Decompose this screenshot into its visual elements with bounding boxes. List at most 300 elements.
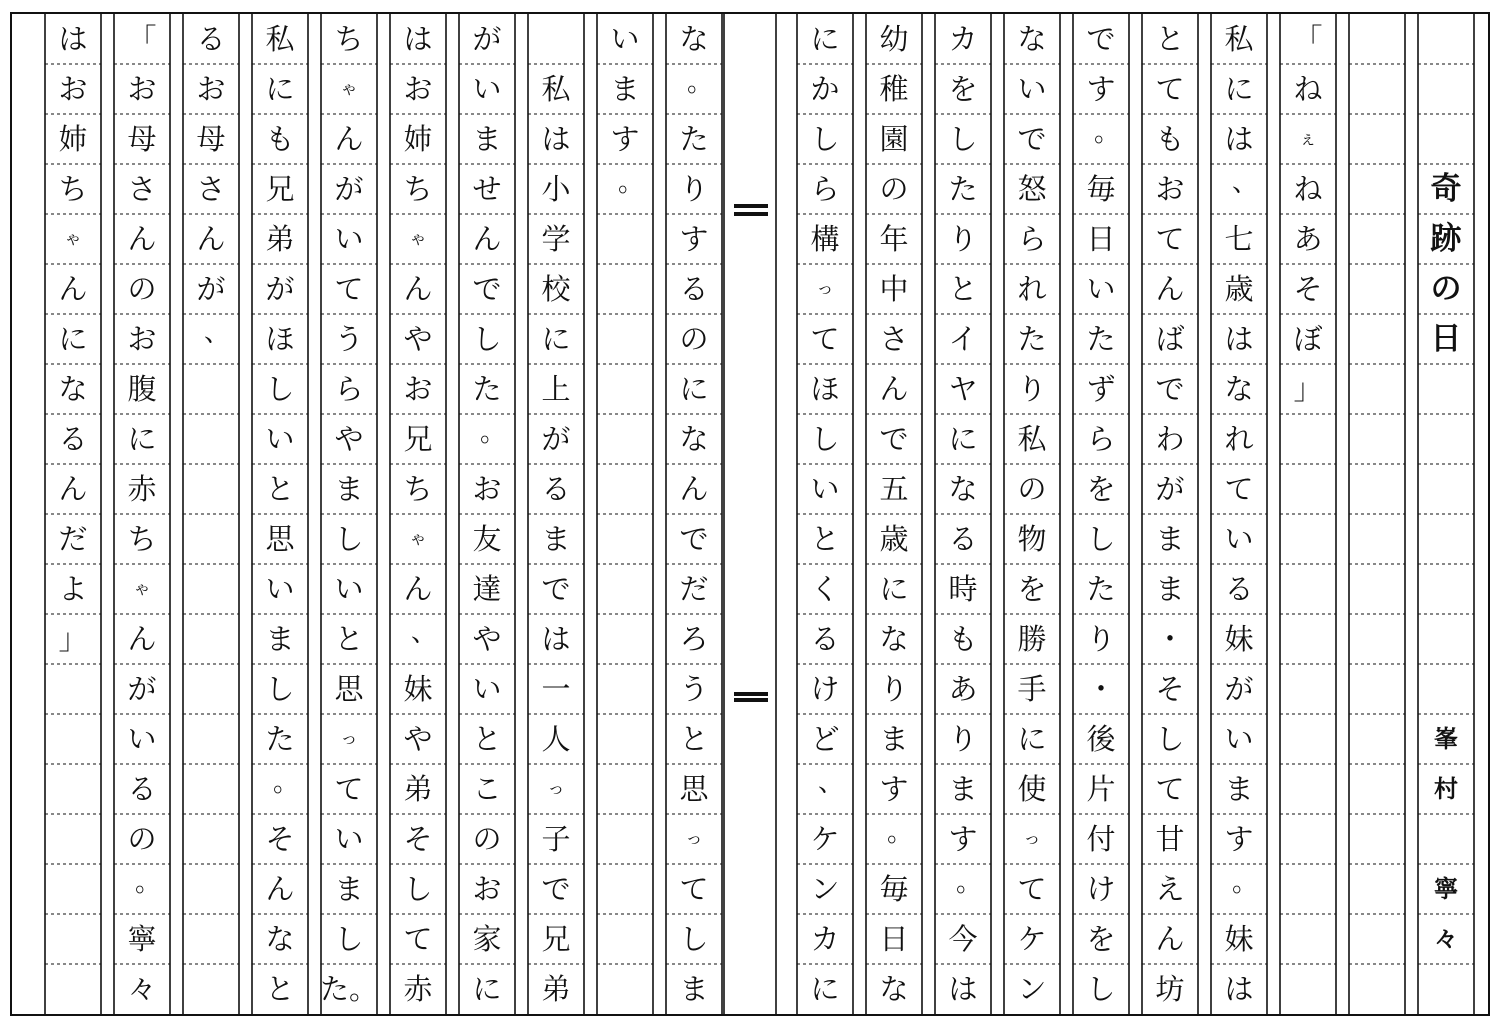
manuscript-char: 。 <box>955 868 982 898</box>
manuscript-char: ん <box>58 471 88 506</box>
manuscript-char: ん <box>1155 921 1185 956</box>
manuscript-char: ま <box>1155 521 1185 556</box>
manuscript-char: で <box>1086 21 1116 56</box>
manuscript-char: カ <box>948 21 978 56</box>
manuscript-char: ン <box>1017 971 1047 1006</box>
manuscript-char: ぼ <box>1293 321 1323 356</box>
manuscript-char: ゃ <box>409 228 427 249</box>
manuscript-char: ち <box>334 21 364 56</box>
manuscript-char: る <box>810 621 840 656</box>
manuscript-char: 後 <box>1086 721 1116 756</box>
manuscript-char: 腹 <box>127 371 157 406</box>
manuscript-char: 赤 <box>127 471 157 506</box>
manuscript-char: れ <box>1224 421 1254 456</box>
author-char: 々 <box>1434 925 1458 953</box>
manuscript-char: よ <box>58 571 88 606</box>
manuscript-char: 。 <box>686 68 713 98</box>
manuscript-char: 、 <box>410 618 437 648</box>
manuscript-char: 私 <box>265 21 295 56</box>
manuscript-char: 。 <box>1231 868 1258 898</box>
manuscript-char: な <box>58 371 88 406</box>
manuscript-char: ケ <box>1017 921 1047 956</box>
manuscript-char: に <box>127 421 157 456</box>
manuscript-char: が <box>1224 671 1254 706</box>
manuscript-char: ん <box>1155 271 1185 306</box>
manuscript-char: が <box>196 271 226 306</box>
manuscript-char: の <box>879 171 909 206</box>
manuscript-char: て <box>1224 471 1254 506</box>
manuscript-char: も <box>1155 121 1185 156</box>
manuscript-char: ん <box>679 471 709 506</box>
manuscript-char: ら <box>810 171 840 206</box>
manuscript-char: り <box>679 171 709 206</box>
manuscript-char: し <box>1086 971 1116 1006</box>
manuscript-char: 、 <box>817 768 844 798</box>
manuscript-char: を <box>1017 571 1047 606</box>
manuscript-char: 。 <box>886 818 913 848</box>
manuscript-char: 妹 <box>1224 621 1254 656</box>
manuscript-char: い <box>334 571 364 606</box>
manuscript-char: 年 <box>879 221 909 256</box>
manuscript-char: 甘 <box>1155 821 1185 856</box>
manuscript-char: た <box>1086 321 1116 356</box>
manuscript-char: ま <box>541 521 571 556</box>
manuscript-char: 歳 <box>879 521 909 556</box>
fold-mark <box>734 204 768 208</box>
manuscript-char: し <box>265 671 295 706</box>
manuscript-char: の <box>472 821 502 856</box>
manuscript-char: そ <box>1293 271 1323 306</box>
manuscript-char: り <box>879 671 909 706</box>
manuscript-char: ね <box>1293 71 1323 106</box>
manuscript-char: い <box>334 221 364 256</box>
manuscript-char: こ <box>472 771 502 806</box>
manuscript-char: 弟 <box>403 771 433 806</box>
manuscript-char: 友 <box>472 521 502 556</box>
manuscript-char: て <box>679 871 709 906</box>
manuscript-char: り <box>948 721 978 756</box>
manuscript-char: ら <box>1017 221 1047 256</box>
manuscript-char: す <box>1224 821 1254 856</box>
manuscript-char: や <box>472 621 502 656</box>
manuscript-char: っ <box>1023 828 1041 849</box>
manuscript-char: の <box>679 321 709 356</box>
manuscript-char: て <box>334 271 364 306</box>
manuscript-char: 達 <box>472 571 502 606</box>
manuscript-char: は <box>948 971 978 1006</box>
manuscript-char: 怒 <box>1017 171 1047 206</box>
manuscript-char: な <box>948 471 978 506</box>
manuscript-char: ん <box>472 221 502 256</box>
manuscript-char: ま <box>879 721 909 756</box>
manuscript-char: 々 <box>127 971 157 1006</box>
manuscript-char: あ <box>1293 221 1323 256</box>
manuscript-char: て <box>1017 871 1047 906</box>
manuscript-char: し <box>472 321 502 356</box>
manuscript-char: 学 <box>541 221 571 256</box>
manuscript-char: 小 <box>541 171 571 206</box>
manuscript-char: 日 <box>879 921 909 956</box>
manuscript-char: 姉 <box>403 121 433 156</box>
manuscript-char: 七 <box>1224 221 1254 256</box>
manuscript-char: 毎 <box>1086 171 1116 206</box>
manuscript-char: と <box>472 721 502 756</box>
manuscript-char: っ <box>547 778 565 799</box>
manuscript-char: が <box>265 271 295 306</box>
manuscript-char: ん <box>127 221 157 256</box>
manuscript-char: と <box>334 621 364 656</box>
manuscript-char: ん <box>265 871 295 906</box>
manuscript-char: ま <box>334 471 364 506</box>
manuscript-char: っ <box>685 828 703 849</box>
manuscript-char: ゃ <box>409 528 427 549</box>
manuscript-char: 弟 <box>541 971 571 1006</box>
manuscript-char: ・ <box>1086 671 1116 706</box>
manuscript-char: が <box>1155 471 1185 506</box>
manuscript-char: 私 <box>541 71 571 106</box>
manuscript-char: ろ <box>679 621 709 656</box>
manuscript-char: ん <box>127 621 157 656</box>
manuscript-char: 勝 <box>1017 621 1047 656</box>
manuscript-char: 兄 <box>403 421 433 456</box>
manuscript-char: ん <box>403 271 433 306</box>
manuscript-char: ケ <box>810 821 840 856</box>
manuscript-char: い <box>472 71 502 106</box>
manuscript-char: た <box>1017 321 1047 356</box>
manuscript-char: ま <box>948 771 978 806</box>
manuscript-char: で <box>541 871 571 906</box>
manuscript-char: 。 <box>479 418 506 448</box>
manuscript-char: ま <box>472 121 502 156</box>
manuscript-char: は <box>58 21 88 56</box>
title-char: の <box>1430 270 1462 307</box>
manuscript-char: 歳 <box>1224 271 1254 306</box>
manuscript-char: し <box>334 921 364 956</box>
manuscript-char: を <box>948 71 978 106</box>
manuscript-char: ま <box>1224 771 1254 806</box>
manuscript-char: し <box>334 521 364 556</box>
manuscript-char: に <box>541 321 571 356</box>
manuscript-char: ほ <box>265 321 295 356</box>
manuscript-char: な <box>879 971 909 1006</box>
manuscript-char: っ <box>340 728 358 749</box>
manuscript-char: や <box>403 721 433 756</box>
manuscript-char: 今 <box>948 921 978 956</box>
manuscript-char: に <box>879 571 909 606</box>
manuscript-char: 妹 <box>403 671 433 706</box>
manuscript-char: な <box>679 21 709 56</box>
manuscript-char: 私 <box>1017 421 1047 456</box>
manuscript-char: ち <box>127 521 157 556</box>
manuscript-char: ら <box>334 371 364 406</box>
manuscript-char: す <box>679 221 709 256</box>
manuscript-char: そ <box>265 821 295 856</box>
manuscript-char: な <box>1224 371 1254 406</box>
manuscript-char: な <box>679 421 709 456</box>
manuscript-char: ね <box>1293 171 1323 206</box>
manuscript-char: ま <box>334 871 364 906</box>
manuscript-char: え <box>1155 871 1185 906</box>
manuscript-char: な <box>879 621 909 656</box>
manuscript-char: イ <box>948 321 978 356</box>
manuscript-char: 弟 <box>265 221 295 256</box>
manuscript-char: す <box>879 771 909 806</box>
manuscript-char: 園 <box>879 121 909 156</box>
manuscript-char: お <box>196 71 226 106</box>
manuscript-char: ん <box>58 271 88 306</box>
manuscript-char: た <box>472 371 502 406</box>
manuscript-char: ・ <box>1155 621 1185 656</box>
manuscript-char: る <box>679 271 709 306</box>
manuscript-char: さ <box>196 171 226 206</box>
manuscript-char: 思 <box>265 521 295 556</box>
manuscript-char: が <box>541 421 571 456</box>
manuscript-char: は <box>403 21 433 56</box>
manuscript-char: も <box>265 121 295 156</box>
manuscript-paper <box>10 12 1490 1016</box>
manuscript-char: 母 <box>196 121 226 156</box>
manuscript-char: お <box>472 871 502 906</box>
manuscript-char: る <box>541 471 571 506</box>
manuscript-char: し <box>679 921 709 956</box>
manuscript-char: と <box>810 521 840 556</box>
manuscript-char: を <box>1086 471 1116 506</box>
manuscript-char: ん <box>879 371 909 406</box>
manuscript-char: さ <box>127 171 157 206</box>
manuscript-char: ち <box>58 171 88 206</box>
manuscript-char: が <box>334 171 364 206</box>
manuscript-char: し <box>1155 721 1185 756</box>
manuscript-char: 。 <box>617 168 644 198</box>
manuscript-char: に <box>810 971 840 1006</box>
manuscript-char: て <box>403 921 433 956</box>
manuscript-char: ち <box>403 171 433 206</box>
manuscript-char: な <box>1017 21 1047 56</box>
manuscript-char: で <box>1017 121 1047 156</box>
manuscript-char: て <box>1155 771 1185 806</box>
manuscript-char: は <box>541 121 571 156</box>
manuscript-char: い <box>265 571 295 606</box>
manuscript-char: 母 <box>127 121 157 156</box>
manuscript-char: は <box>1224 971 1254 1006</box>
manuscript-char: 子 <box>541 821 571 856</box>
manuscript-char: い <box>1086 271 1116 306</box>
manuscript-char: い <box>127 721 157 756</box>
manuscript-char: そ <box>1155 671 1185 706</box>
manuscript-char: は <box>541 621 571 656</box>
manuscript-char: 家 <box>472 921 502 956</box>
manuscript-char: お <box>403 71 433 106</box>
manuscript-char: 上 <box>541 371 571 406</box>
manuscript-char: お <box>127 321 157 356</box>
manuscript-char: て <box>334 771 364 806</box>
manuscript-char: 五 <box>879 471 909 506</box>
manuscript-char: で <box>541 571 571 606</box>
manuscript-char: 時 <box>948 571 978 606</box>
manuscript-char: お <box>1155 171 1185 206</box>
manuscript-char: い <box>334 821 364 856</box>
manuscript-char: 中 <box>879 271 909 306</box>
manuscript-char: 。 <box>134 868 161 898</box>
title-char: 日 <box>1430 320 1462 357</box>
manuscript-char: け <box>1086 871 1116 906</box>
manuscript-char: ン <box>810 871 840 906</box>
manuscript-char: に <box>1017 721 1047 756</box>
manuscript-char: と <box>265 971 295 1006</box>
manuscript-char: た。 <box>320 971 379 1006</box>
manuscript-char: そ <box>403 821 433 856</box>
manuscript-char: い <box>810 471 840 506</box>
manuscript-char: く <box>810 571 840 606</box>
manuscript-char: ん <box>403 571 433 606</box>
manuscript-char: せ <box>472 171 502 206</box>
manuscript-char: う <box>334 321 364 356</box>
manuscript-char: を <box>1086 921 1116 956</box>
manuscript-char: っ <box>816 278 834 299</box>
manuscript-char: お <box>58 71 88 106</box>
manuscript-char: ど <box>810 721 840 756</box>
fold-mark <box>734 212 768 216</box>
manuscript-char: す <box>948 821 978 856</box>
manuscript-char: の <box>1017 471 1047 506</box>
manuscript-char: も <box>948 621 978 656</box>
manuscript-char: 日 <box>1086 221 1116 256</box>
author-char: 村 <box>1434 775 1458 803</box>
manuscript-char: ず <box>1086 371 1116 406</box>
manuscript-char: ほ <box>810 371 840 406</box>
manuscript-char: い <box>472 671 502 706</box>
manuscript-char: や <box>403 321 433 356</box>
manuscript-char: 稚 <box>879 71 909 106</box>
manuscript-char: さ <box>879 321 909 356</box>
manuscript-char: い <box>610 21 640 56</box>
manuscript-char: と <box>1155 21 1185 56</box>
manuscript-char: に <box>58 321 88 356</box>
manuscript-char: お <box>472 471 502 506</box>
manuscript-char: ま <box>265 621 295 656</box>
manuscript-char: 姉 <box>58 121 88 156</box>
manuscript-char: し <box>810 421 840 456</box>
manuscript-char: 構 <box>810 221 840 256</box>
manuscript-char: ば <box>1155 321 1185 356</box>
manuscript-char: 物 <box>1017 521 1047 556</box>
manuscript-char: い <box>265 421 295 456</box>
manuscript-char: に <box>679 371 709 406</box>
manuscript-char: 兄 <box>265 171 295 206</box>
manuscript-char: な <box>265 921 295 956</box>
fold-mark <box>734 698 768 702</box>
manuscript-char: の <box>127 271 157 306</box>
manuscript-char: で <box>679 521 709 556</box>
manuscript-char: ら <box>1086 421 1116 456</box>
author-char: 寧 <box>1434 875 1458 903</box>
manuscript-char: か <box>810 71 840 106</box>
manuscript-char: に <box>810 21 840 56</box>
manuscript-char: ん <box>334 121 364 156</box>
manuscript-char: て <box>1155 71 1185 106</box>
manuscript-char: る <box>58 421 88 456</box>
manuscript-char: と <box>948 271 978 306</box>
manuscript-char: あ <box>948 671 978 706</box>
manuscript-char: 兄 <box>541 921 571 956</box>
manuscript-char: ゃ <box>340 78 358 99</box>
manuscript-char: 思 <box>334 671 364 706</box>
manuscript-char: 妹 <box>1224 921 1254 956</box>
manuscript-char: れ <box>1017 271 1047 306</box>
manuscript-char: ち <box>403 471 433 506</box>
manuscript-char: ま <box>679 971 709 1006</box>
manuscript-char: で <box>472 271 502 306</box>
manuscript-char: 「 <box>127 21 157 56</box>
manuscript-char: で <box>1155 371 1185 406</box>
manuscript-char: 手 <box>1017 671 1047 706</box>
manuscript-char: 、 <box>203 318 230 348</box>
manuscript-char: 」 <box>58 621 88 656</box>
manuscript-char: が <box>472 21 502 56</box>
manuscript-char: 。 <box>272 768 299 798</box>
manuscript-char: て <box>810 321 840 356</box>
manuscript-char: い <box>1017 71 1047 106</box>
fold-mark <box>734 692 768 696</box>
manuscript-char: に <box>265 71 295 106</box>
manuscript-char: 一 <box>541 671 571 706</box>
manuscript-char: お <box>403 371 433 406</box>
manuscript-char: る <box>196 21 226 56</box>
manuscript-char: の <box>127 821 157 856</box>
manuscript-char: に <box>948 421 978 456</box>
manuscript-char: ま <box>1155 571 1185 606</box>
manuscript-char: 毎 <box>879 871 909 906</box>
manuscript-char: 赤 <box>403 971 433 1006</box>
title-char: 奇 <box>1430 170 1462 207</box>
manuscript-char: し <box>810 121 840 156</box>
manuscript-char: ん <box>196 221 226 256</box>
manuscript-char: し <box>948 121 978 156</box>
manuscript-char: り <box>1017 371 1047 406</box>
manuscript-char: や <box>334 421 364 456</box>
manuscript-char: 人 <box>541 721 571 756</box>
manuscript-char: 寧 <box>127 921 157 956</box>
manuscript-char: に <box>472 971 502 1006</box>
manuscript-char: る <box>127 771 157 806</box>
manuscript-char: 私 <box>1224 21 1254 56</box>
manuscript-char: う <box>679 671 709 706</box>
manuscript-char: い <box>1224 721 1254 756</box>
manuscript-char: 。 <box>1093 118 1120 148</box>
manuscript-char: は <box>1224 321 1254 356</box>
manuscript-char: 付 <box>1086 821 1116 856</box>
manuscript-char: た <box>948 171 978 206</box>
manuscript-char: ま <box>610 71 640 106</box>
manuscript-char: し <box>265 371 295 406</box>
manuscript-char: た <box>265 721 295 756</box>
manuscript-char: い <box>1224 521 1254 556</box>
manuscript-char: 「 <box>1293 21 1323 56</box>
manuscript-char: け <box>810 671 840 706</box>
manuscript-char: 使 <box>1017 771 1047 806</box>
manuscript-char: 思 <box>679 771 709 806</box>
manuscript-char: て <box>1155 221 1185 256</box>
manuscript-char: る <box>1224 571 1254 606</box>
manuscript-char: カ <box>810 921 840 956</box>
manuscript-char: す <box>1086 71 1116 106</box>
manuscript-char: ぇ <box>1299 128 1317 149</box>
title-char: 跡 <box>1430 220 1462 257</box>
manuscript-char: た <box>1086 571 1116 606</box>
manuscript-char: り <box>1086 621 1116 656</box>
manuscript-char: 校 <box>541 271 571 306</box>
manuscript-char: と <box>265 471 295 506</box>
